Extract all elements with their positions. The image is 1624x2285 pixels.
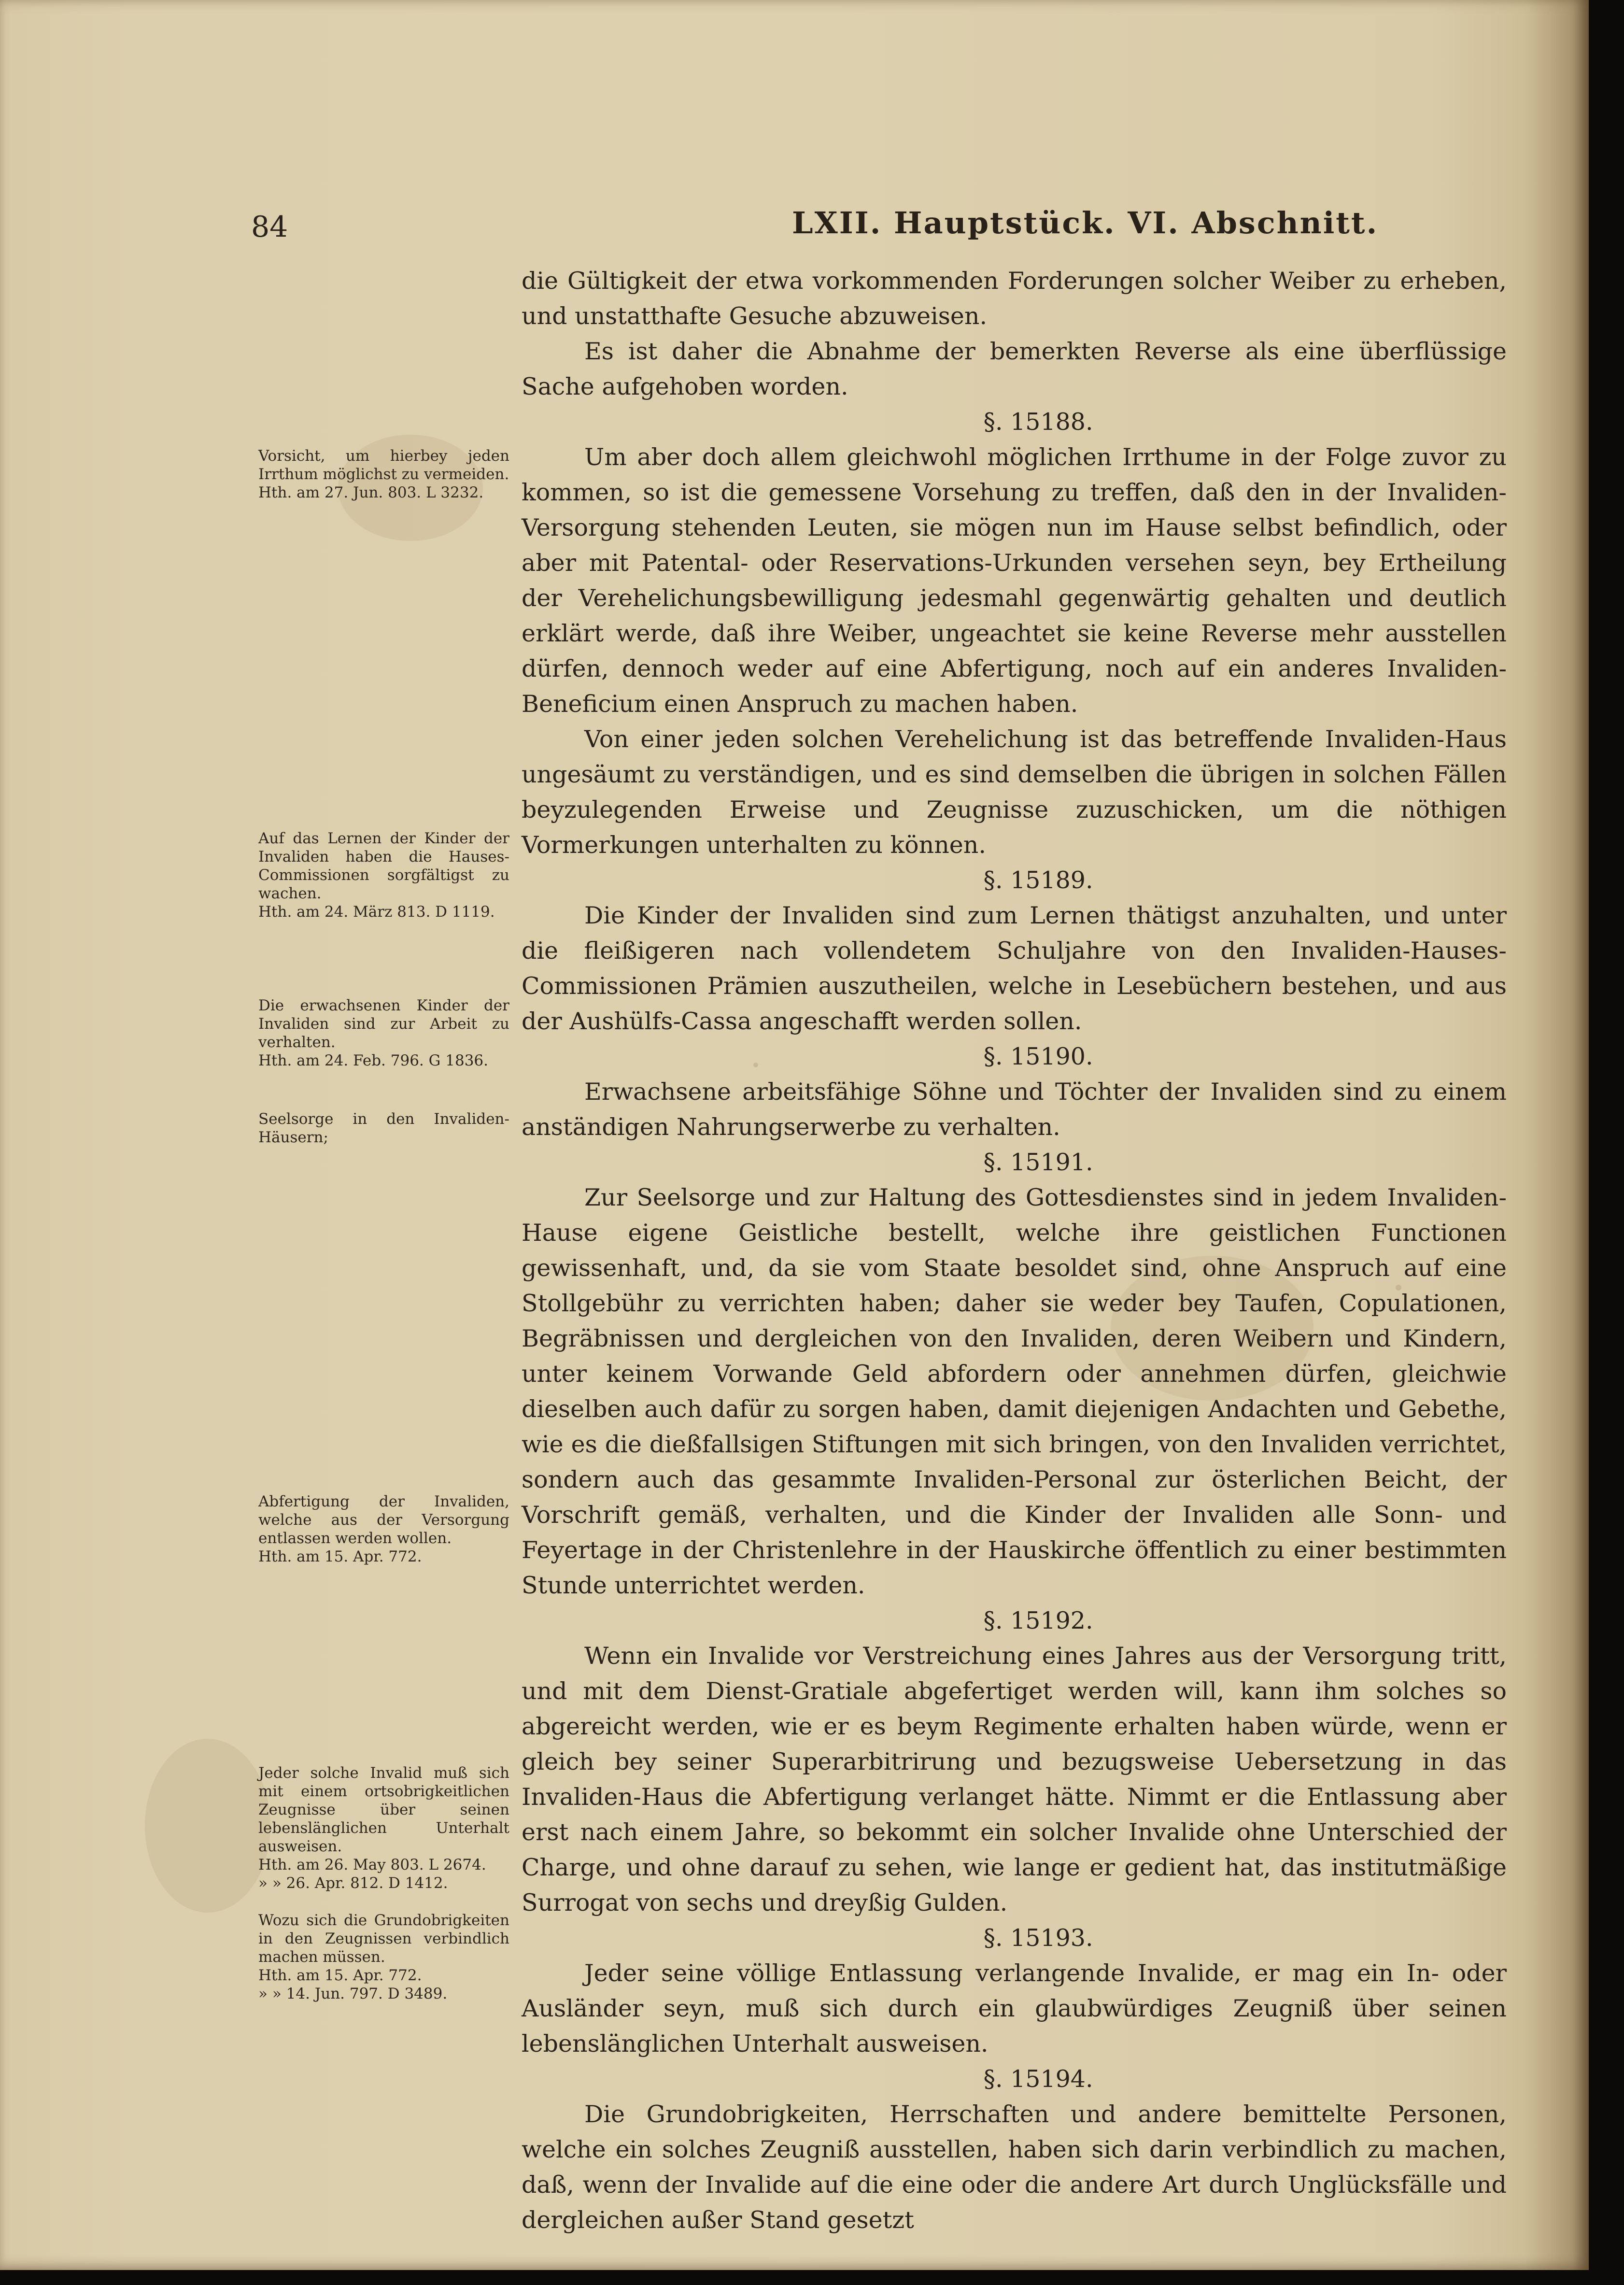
margin-note-text: Wozu sich die Grundobrigkeiten in den Zeugnissen verbindlich machen müssen.: [258, 1912, 509, 1966]
paragraph: Jeder seine völlige Entlassung verlangende Invalide, er mag ein In- oder Ausländer seyn, muß sich durch ein glaubwürdiges Zeugniß über seinen lebenslänglichen Unterhalt ausweisen.: [522, 1959, 1507, 2058]
margin-note-text: Jeder solche Invalid muß sich mit einem ortsobrigkeitlichen Zeugnisse über seinen lebenslänglichen Unterhalt ausweisen.: [258, 1764, 509, 1855]
section-heading: §. 15189.: [983, 866, 1093, 894]
section-heading: §. 15190.: [983, 1043, 1093, 1070]
section-heading: §. 15194.: [983, 2065, 1093, 2093]
paragraph: Wenn ein Invalide vor Verstreichung eines Jahres aus der Versorgung tritt, und mit dem Dienst-Gratiale abgefertiget werden will, kann ihm solches so abgereicht werden, wie er es beym Regimente erhalten haben würde, wenn er gleich bey seiner Superarbitrirung und bezugsweise Uebersetzung in das Invaliden-Haus die Abfertigung verlanget hätte. Nimmt er die Entlassung aber erst nach einem Jahre, so bekommt ein solcher Invalide ohne Unterschied der Charge, und ohne darauf zu sehen, wie lange er gedient hat, das institutmäßige Surrogat von sechs und dreyßig Gulden.: [522, 1642, 1507, 1916]
main-text: [522, 263, 1507, 2238]
paragraph: Zur Seelsorge und zur Haltung des Gottesdienstes sind in jedem Invaliden-Hause eigene Geistliche bestellt, welche ihre geistlichen Functionen gewissenhaft, und, da sie vom Staate besoldet sind, ohne Anspruch auf eine Stollgebühr zu verrichten haben; daher sie weder bey Taufen, Copulationen, Begräbnissen und dergleichen von den Invaliden, deren Weibern und Kindern, unter keinem Vorwande Geld abfordern oder annehmen dürfen, gleichwie dieselben auch dafür zu sorgen haben, damit diejenigen Andachten und Gebethe, wie es die dießfallsigen Stiftungen mit sich bringen, von den Invaliden verrichtet, sondern auch das gesammte Invaliden-Personal zur österlichen Beicht, der Vorschrift gemäß, verhalten, und die Kinder der Invaliden alle Sonn- und Feyertage in der Christenlehre in der Hauskirche öffentlich zu einer bestimmten Stunde unterrichtet werden.: [522, 1184, 1507, 1599]
paragraph: Die Grundobrigkeiten, Herrschaften und andere bemittelte Personen, welche ein solches Zeugniß ausstellen, haben sich darin verbindlich zu machen, daß, wenn der Invalide auf die eine oder die andere Art durch Unglücksfälle und dergleichen außer Stand gesetzt: [522, 2100, 1507, 2234]
citation: Hth. am 15. Apr. 772.: [258, 1967, 422, 1984]
paragraph: Erwachsene arbeitsfähige Söhne und Töchter der Invaliden sind zu einem anständigen Nahrungserwerbe zu verhalten.: [522, 1078, 1507, 1141]
margin-note: [258, 1492, 509, 1566]
citation: » » 26. Apr. 812. D 1412.: [258, 1874, 448, 1892]
margin-note-text: Auf das Lernen der Kinder der Invaliden haben die Hauses-Commissionen sorgfältigst zu wachen.: [258, 830, 509, 902]
margin-note: [258, 447, 509, 502]
paper-stain: [145, 1739, 270, 1913]
running-head: LXII. Hauptstück. VI. Abschnitt.: [792, 205, 1379, 241]
citation: Hth. am 27. Jun. 803. L 3232.: [258, 484, 484, 501]
margin-note: [258, 1764, 509, 1892]
margin-note-text: Vorsicht, um hierbey jeden Irrthum möglichst zu vermeiden.: [258, 447, 509, 483]
margin-note-text: Seelsorge in den Invaliden-Häusern;: [258, 1110, 509, 1146]
margin-note: [258, 996, 509, 1070]
margin-note: [258, 1911, 509, 2003]
paragraph: Es ist daher die Abnahme der bemerkten Reverse als eine überflüssige Sache aufgehoben worden.: [522, 338, 1507, 400]
citation: Hth. am 24. März 813. D 1119.: [258, 903, 495, 921]
citation: Hth. am 15. Apr. 772.: [258, 1548, 422, 1565]
page-number: 84: [251, 210, 288, 244]
section-heading: §. 15193.: [983, 1924, 1093, 1952]
paragraph: Von einer jeden solchen Verehelichung ist das betreffende Invaliden-Haus ungesäumt zu verständigen, und es sind demselben die übrigen in solchen Fällen beyzulegenden Erweise und Zeugnisse zuzuschicken, um die nöthigen Vormerkungen unterhalten zu können.: [522, 725, 1507, 859]
citation: » » 14. Jun. 797. D 3489.: [258, 1985, 448, 2002]
section-heading: §. 15191.: [983, 1149, 1093, 1176]
paragraph: Um aber doch allem gleichwohl möglichen Irrthume in der Folge zuvor zu kommen, so ist die gemessene Vorsehung zu treffen, daß den in der Invaliden-Versorgung stehenden Leuten, sie mögen nun im Hause selbst befindlich, oder aber mit Patental- oder Reservations-Urkunden versehen seyn, bey Ertheilung der Verehelichungsbewilligung jedesmahl gegenwärtig gehalten und deutlich erklärt werde, daß ihre Weiber, ungeachtet sie keine Reverse mehr ausstellen dürfen, dennoch weder auf eine Abfertigung, noch auf ein anderes Invaliden-Beneficium einen Anspruch zu machen haben.: [522, 443, 1507, 718]
section-heading: §. 15192.: [983, 1607, 1093, 1634]
margin-note-text: Die erwachsenen Kinder der Invaliden sind zur Arbeit zu verhalten.: [258, 997, 509, 1051]
margin-note: [258, 829, 509, 921]
section-heading: §. 15188.: [983, 408, 1093, 436]
paragraph: die Gültigkeit der etwa vorkommenden Forderungen solcher Weiber zu erheben, und unstatthafte Gesuche abzuweisen.: [522, 267, 1507, 330]
citation: Hth. am 24. Feb. 796. G 1836.: [258, 1052, 489, 1069]
citation: Hth. am 26. May 803. L 2674.: [258, 1856, 486, 1873]
margin-note: [258, 1110, 509, 1147]
margin-note-text: Abfertigung der Invaliden, welche aus der Versorgung entlassen werden wollen.: [258, 1493, 509, 1547]
paragraph: Die Kinder der Invaliden sind zum Lernen thätigst anzuhalten, und unter die fleißigeren nach vollendetem Schuljahre von den Invaliden-Hauses-Commissionen Prämien auszutheilen, welche in Lesebüchern bestehen, und aus der Aushülfs-Cassa angeschafft werden sollen.: [522, 902, 1507, 1035]
